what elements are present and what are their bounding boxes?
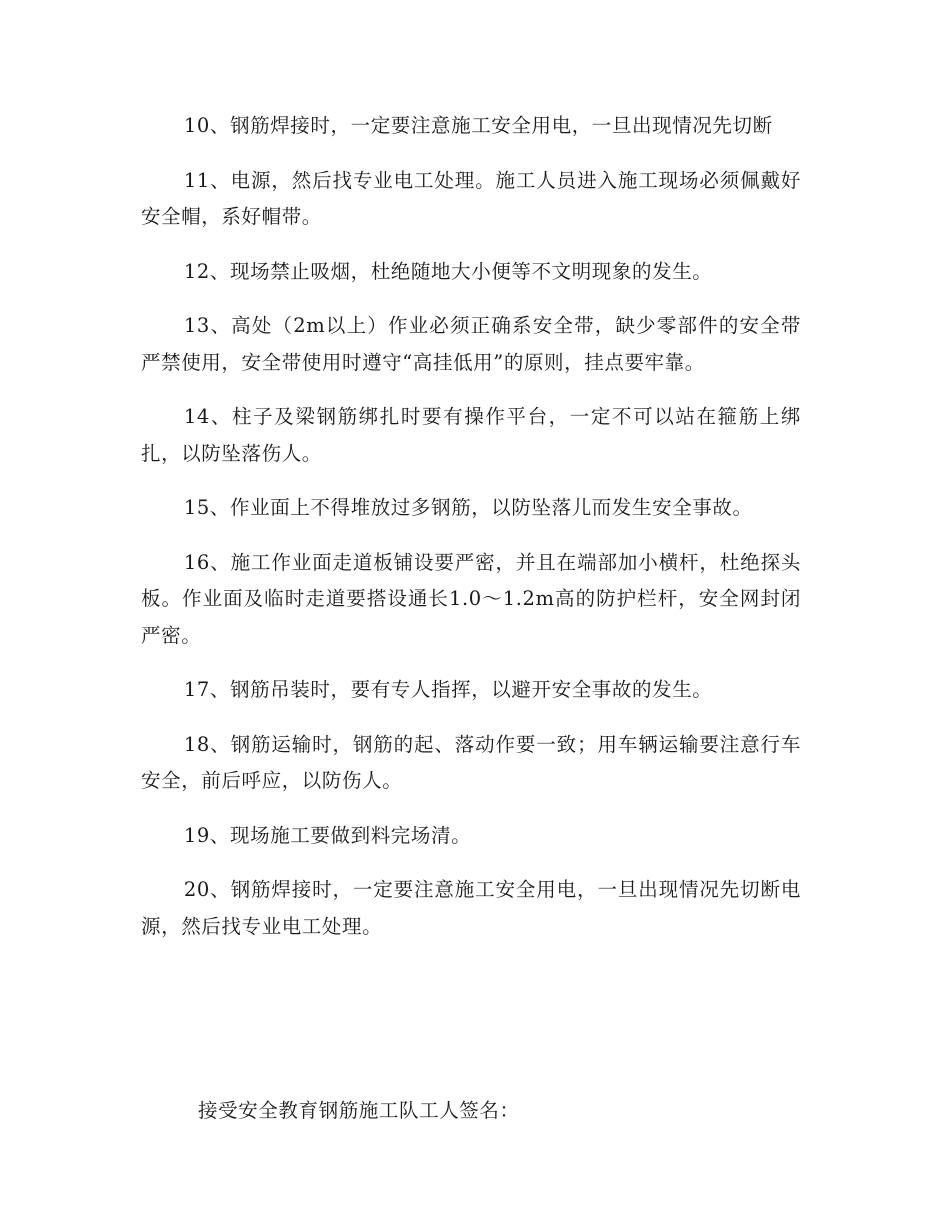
rule-paragraph-16: 16、施工作业面走道板铺设要严密，并且在端部加小横杆，杜绝探头板。作业面及临时走道要搭设通长1.0～1.2m高的防护栏杆，安全网封闭严密。 <box>141 550 801 647</box>
rule-paragraph-13: 13、高处（2m以上）作业必须正确系安全带，缺少零部件的安全带严禁使用，安全带使用时遵守“高挂低用”的原则，挂点要牢靠。 <box>141 314 801 374</box>
rule-paragraph-19: 19、现场施工要做到料完场清。 <box>183 823 472 847</box>
rule-paragraph-11: 11、电源，然后找专业电工处理。施工人员进入施工现场必须佩戴好安全帽，系好帽带。 <box>141 168 801 228</box>
rule-paragraph-10: 10、钢筋焊接时，一定要注意施工安全用电，一旦出现情况先切断 <box>183 114 773 137</box>
rule-paragraph-12: 12、现场禁止吸烟，杜绝随地大小便等不文明现象的发生。 <box>183 259 713 283</box>
rule-paragraph-17: 17、钢筋吊装时，要有专人指挥，以避开安全事故的发生。 <box>183 678 713 701</box>
rule-paragraph-18: 18、钢筋运输时，钢筋的起、落动作要一致；用车辆运输要注意行车安全，前后呼应，以防伤人。 <box>141 732 801 792</box>
safety-rules-list <box>141 108 801 963</box>
rule-paragraph-20: 20、钢筋焊接时，一定要注意施工安全用电，一旦出现情况先切断电源，然后找专业电工处理。 <box>141 878 801 938</box>
signature-label: 接受安全教育钢筋施工队工人签名： <box>198 1099 520 1122</box>
rule-paragraph-15: 15、作业面上不得堆放过多钢筋，以防坠落儿而发生安全事故。 <box>183 496 753 519</box>
rule-paragraph-14: 14、柱子及梁钢筋绑扎时要有操作平台，一定不可以站在箍筋上绑扎，以防坠落伤人。 <box>141 405 801 465</box>
